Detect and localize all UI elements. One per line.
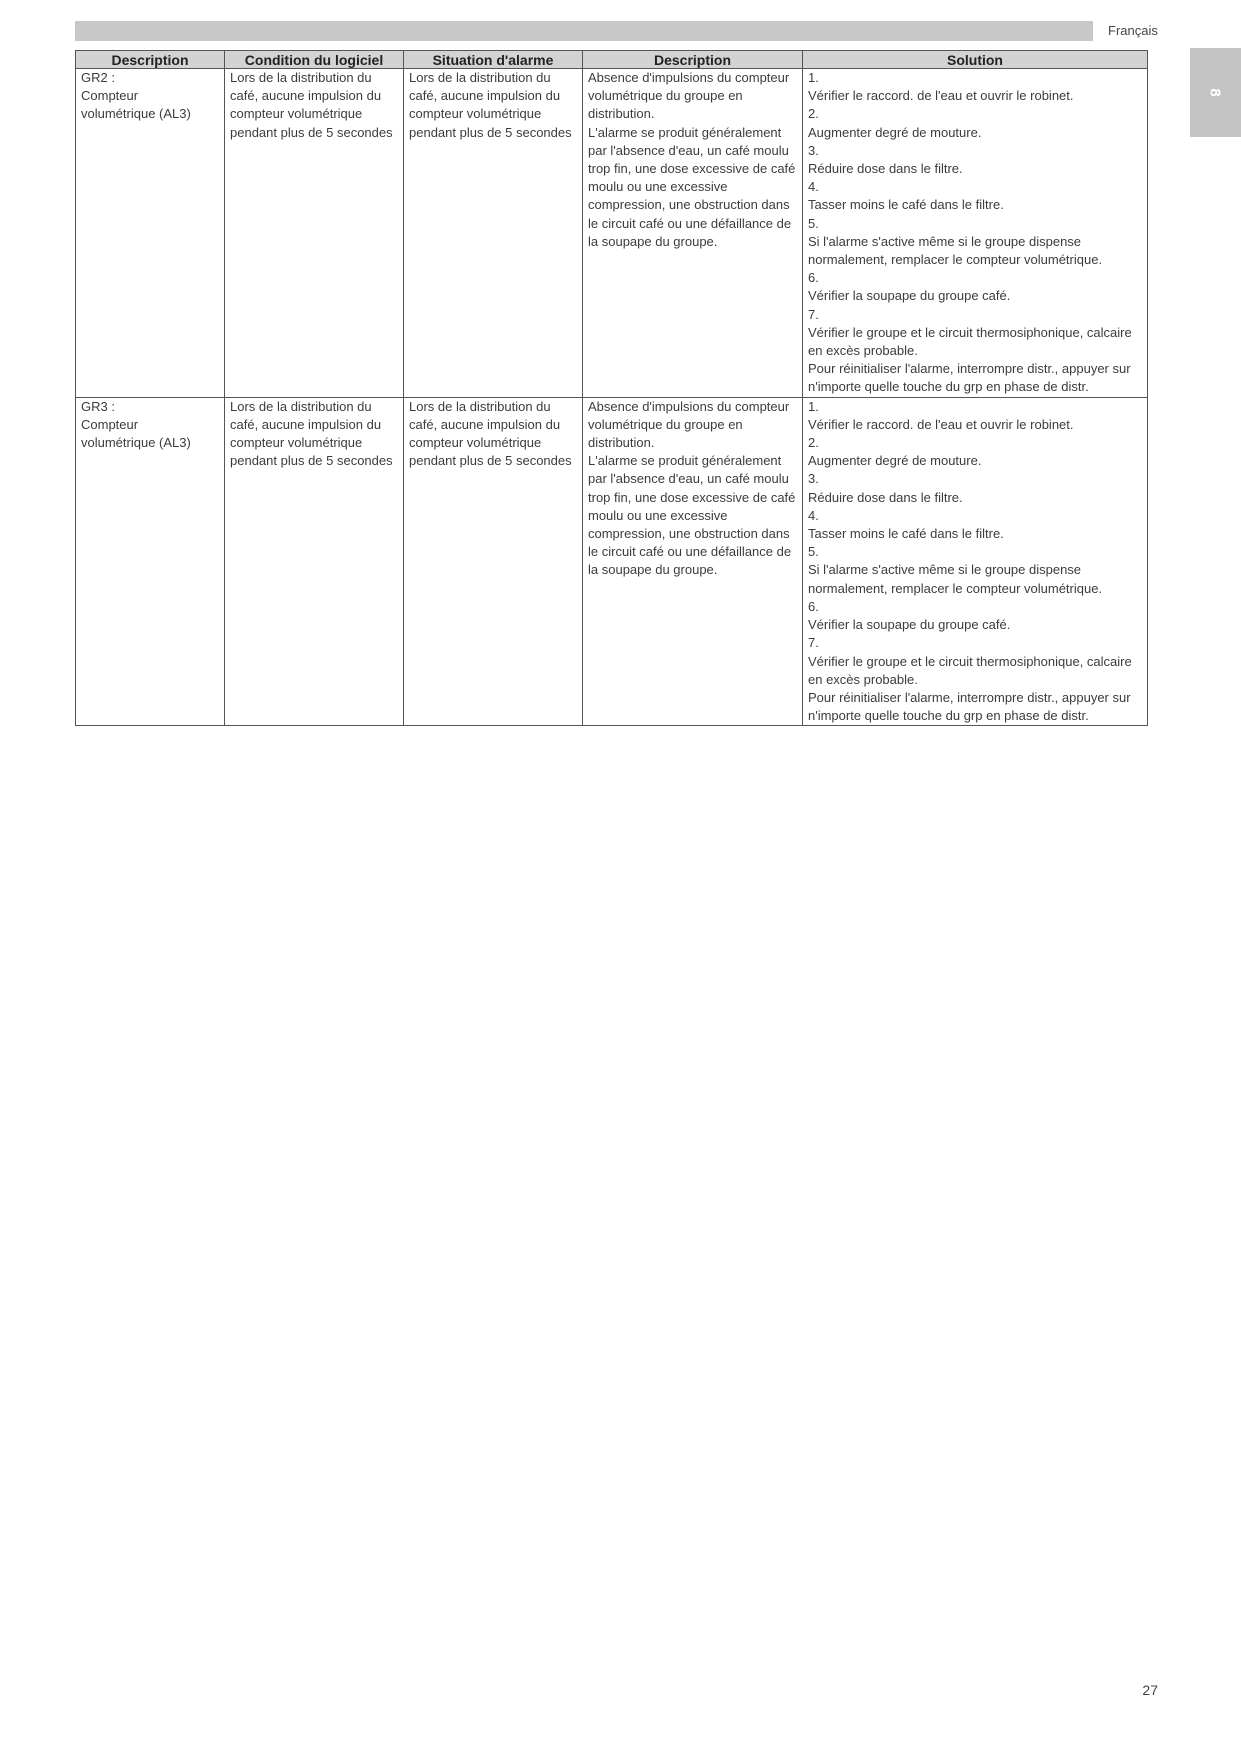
cell-text-line: Réduire dose dans le filtre. bbox=[808, 489, 963, 505]
cell-text-line: Tasser moins le café dans le filtre. bbox=[808, 526, 1004, 542]
troubleshooting-table bbox=[75, 50, 1148, 726]
cell-solution bbox=[803, 69, 1148, 398]
cell-text-line: le circuit café ou une défaillance de bbox=[588, 215, 792, 231]
table-row bbox=[76, 69, 1148, 398]
chapter-tab bbox=[1190, 48, 1241, 137]
cell-text-line: L'alarme se produit généralement bbox=[588, 124, 782, 140]
cell-text-line: 3. bbox=[808, 471, 819, 487]
cell-text-line: par l'absence d'eau, un café moulu bbox=[588, 471, 789, 487]
column-header-condition: Condition du logiciel bbox=[225, 51, 404, 69]
cell-text-line: 2. bbox=[808, 435, 819, 451]
cell-text-line: 3. bbox=[808, 142, 819, 158]
cell-text-line: Compteur bbox=[81, 416, 139, 432]
table-row bbox=[76, 397, 1148, 726]
cell-text-line: Lors de la distribution du bbox=[230, 398, 372, 414]
cell-text-line: Vérifier le groupe et le circuit thermosiphonique, calcaire bbox=[808, 653, 1132, 669]
cell-situation bbox=[404, 69, 583, 398]
cell-text-line: 6. bbox=[808, 270, 819, 286]
cell-text-line: compteur volumétrique bbox=[230, 435, 363, 451]
cell-text-line: la soupape du groupe. bbox=[588, 562, 718, 578]
cell-text-line: café, aucune impulsion du bbox=[409, 88, 561, 104]
cell-text-line: Si l'alarme s'active même si le groupe dispense bbox=[808, 562, 1082, 578]
cell-text-line: trop fin, une dose excessive de café bbox=[588, 161, 796, 177]
cell-text-line: compteur volumétrique bbox=[409, 106, 542, 122]
cell-text-line: 5. bbox=[808, 544, 819, 560]
cell-text-line: Si l'alarme s'active même si le groupe dispense bbox=[808, 233, 1082, 249]
cell-text-line: Lors de la distribution du bbox=[409, 398, 551, 414]
cell-condition bbox=[225, 69, 404, 398]
cell-text-line: n'importe quelle touche du grp en phase de distr. bbox=[808, 708, 1089, 724]
cell-text-line: Vérifier le raccord. de l'eau et ouvrir le robinet. bbox=[808, 88, 1074, 104]
cell-condition bbox=[225, 397, 404, 726]
cell-text-line: la soupape du groupe. bbox=[588, 233, 718, 249]
cell-text-line: Vérifier le groupe et le circuit thermosiphonique, calcaire bbox=[808, 324, 1132, 340]
cell-text-line: pendant plus de 5 secondes bbox=[230, 453, 393, 469]
table-body bbox=[76, 69, 1148, 726]
cell-text-line: Augmenter degré de mouture. bbox=[808, 453, 982, 469]
cell-text-line: compression, une obstruction dans bbox=[588, 526, 790, 542]
cell-text-line: volumétrique (AL3) bbox=[81, 435, 191, 451]
cell-solution bbox=[803, 397, 1148, 726]
cell-text-line: Vérifier la soupape du groupe café. bbox=[808, 288, 1011, 304]
cell-text-line: Vérifier la soupape du groupe café. bbox=[808, 617, 1011, 633]
cell-text-line: Augmenter degré de mouture. bbox=[808, 124, 982, 140]
cell-text-line: distribution. bbox=[588, 435, 655, 451]
cell-text-line: café, aucune impulsion du bbox=[409, 416, 561, 432]
cell-text-line: moulu ou une excessive bbox=[588, 507, 728, 523]
cell-text-line: distribution. bbox=[588, 106, 655, 122]
cell-text-line: 7. bbox=[808, 306, 819, 322]
header-bar bbox=[75, 21, 1093, 41]
cell-text-line: Compteur bbox=[81, 88, 139, 104]
cell-text-line: normalement, remplacer le compteur volumétrique. bbox=[808, 252, 1103, 268]
cell-text-line: Lors de la distribution du bbox=[409, 70, 551, 85]
cell-text-line: trop fin, une dose excessive de café bbox=[588, 489, 796, 505]
cell-text-line: par l'absence d'eau, un café moulu bbox=[588, 142, 789, 158]
table-header-row bbox=[76, 51, 1148, 69]
cell-text-line: moulu ou une excessive bbox=[588, 179, 728, 195]
cell-description bbox=[76, 397, 225, 726]
page-number: 27 bbox=[1142, 1682, 1158, 1698]
chapter-tab-label: 8 bbox=[1207, 88, 1224, 97]
cell-text-line: 6. bbox=[808, 598, 819, 614]
cell-text-line: volumétrique du groupe en bbox=[588, 416, 743, 432]
cell-description bbox=[76, 69, 225, 398]
cell-text-line: café, aucune impulsion du bbox=[230, 88, 382, 104]
cell-text-line: 1. bbox=[808, 398, 819, 414]
cell-details bbox=[583, 69, 803, 398]
cell-text-line: Absence d'impulsions du compteur bbox=[588, 70, 790, 85]
cell-text-line: 4. bbox=[808, 507, 819, 523]
cell-text-line: en excès probable. bbox=[808, 671, 918, 687]
cell-text-line: normalement, remplacer le compteur volumétrique. bbox=[808, 580, 1103, 596]
cell-text-line: pendant plus de 5 secondes bbox=[230, 124, 393, 140]
cell-text-line: Réduire dose dans le filtre. bbox=[808, 161, 963, 177]
cell-text-line: Tasser moins le café dans le filtre. bbox=[808, 197, 1004, 213]
cell-text-line: Vérifier le raccord. de l'eau et ouvrir le robinet. bbox=[808, 416, 1074, 432]
cell-text-line: 7. bbox=[808, 635, 819, 651]
cell-text-line: Absence d'impulsions du compteur bbox=[588, 398, 790, 414]
cell-text-line: volumétrique du groupe en bbox=[588, 88, 743, 104]
cell-text-line: GR3 : bbox=[81, 398, 115, 414]
column-header-description: Description bbox=[76, 51, 225, 69]
cell-text-line: compteur volumétrique bbox=[409, 435, 542, 451]
cell-text-line: café, aucune impulsion du bbox=[230, 416, 382, 432]
cell-text-line: 1. bbox=[808, 70, 819, 85]
cell-text-line: compression, une obstruction dans bbox=[588, 197, 790, 213]
cell-details bbox=[583, 397, 803, 726]
cell-text-line: 5. bbox=[808, 215, 819, 231]
column-header-solution: Solution bbox=[803, 51, 1148, 69]
cell-text-line: compteur volumétrique bbox=[230, 106, 363, 122]
cell-text-line: le circuit café ou une défaillance de bbox=[588, 544, 792, 560]
cell-text-line: pendant plus de 5 secondes bbox=[409, 124, 572, 140]
column-header-situation: Situation d'alarme bbox=[404, 51, 583, 69]
cell-text-line: volumétrique (AL3) bbox=[81, 106, 191, 122]
cell-text-line: Pour réinitialiser l'alarme, interrompre distr., appuyer sur bbox=[808, 361, 1131, 377]
cell-text-line: Lors de la distribution du bbox=[230, 70, 372, 85]
language-label: Français bbox=[1108, 23, 1158, 38]
cell-text-line: GR2 : bbox=[81, 70, 115, 85]
cell-text-line: Pour réinitialiser l'alarme, interrompre distr., appuyer sur bbox=[808, 689, 1131, 705]
cell-situation bbox=[404, 397, 583, 726]
cell-text-line: L'alarme se produit généralement bbox=[588, 453, 782, 469]
column-header-details: Description bbox=[583, 51, 803, 69]
cell-text-line: n'importe quelle touche du grp en phase de distr. bbox=[808, 379, 1089, 395]
cell-text-line: 2. bbox=[808, 106, 819, 122]
cell-text-line: en excès probable. bbox=[808, 343, 918, 359]
cell-text-line: pendant plus de 5 secondes bbox=[409, 453, 572, 469]
cell-text-line: 4. bbox=[808, 179, 819, 195]
